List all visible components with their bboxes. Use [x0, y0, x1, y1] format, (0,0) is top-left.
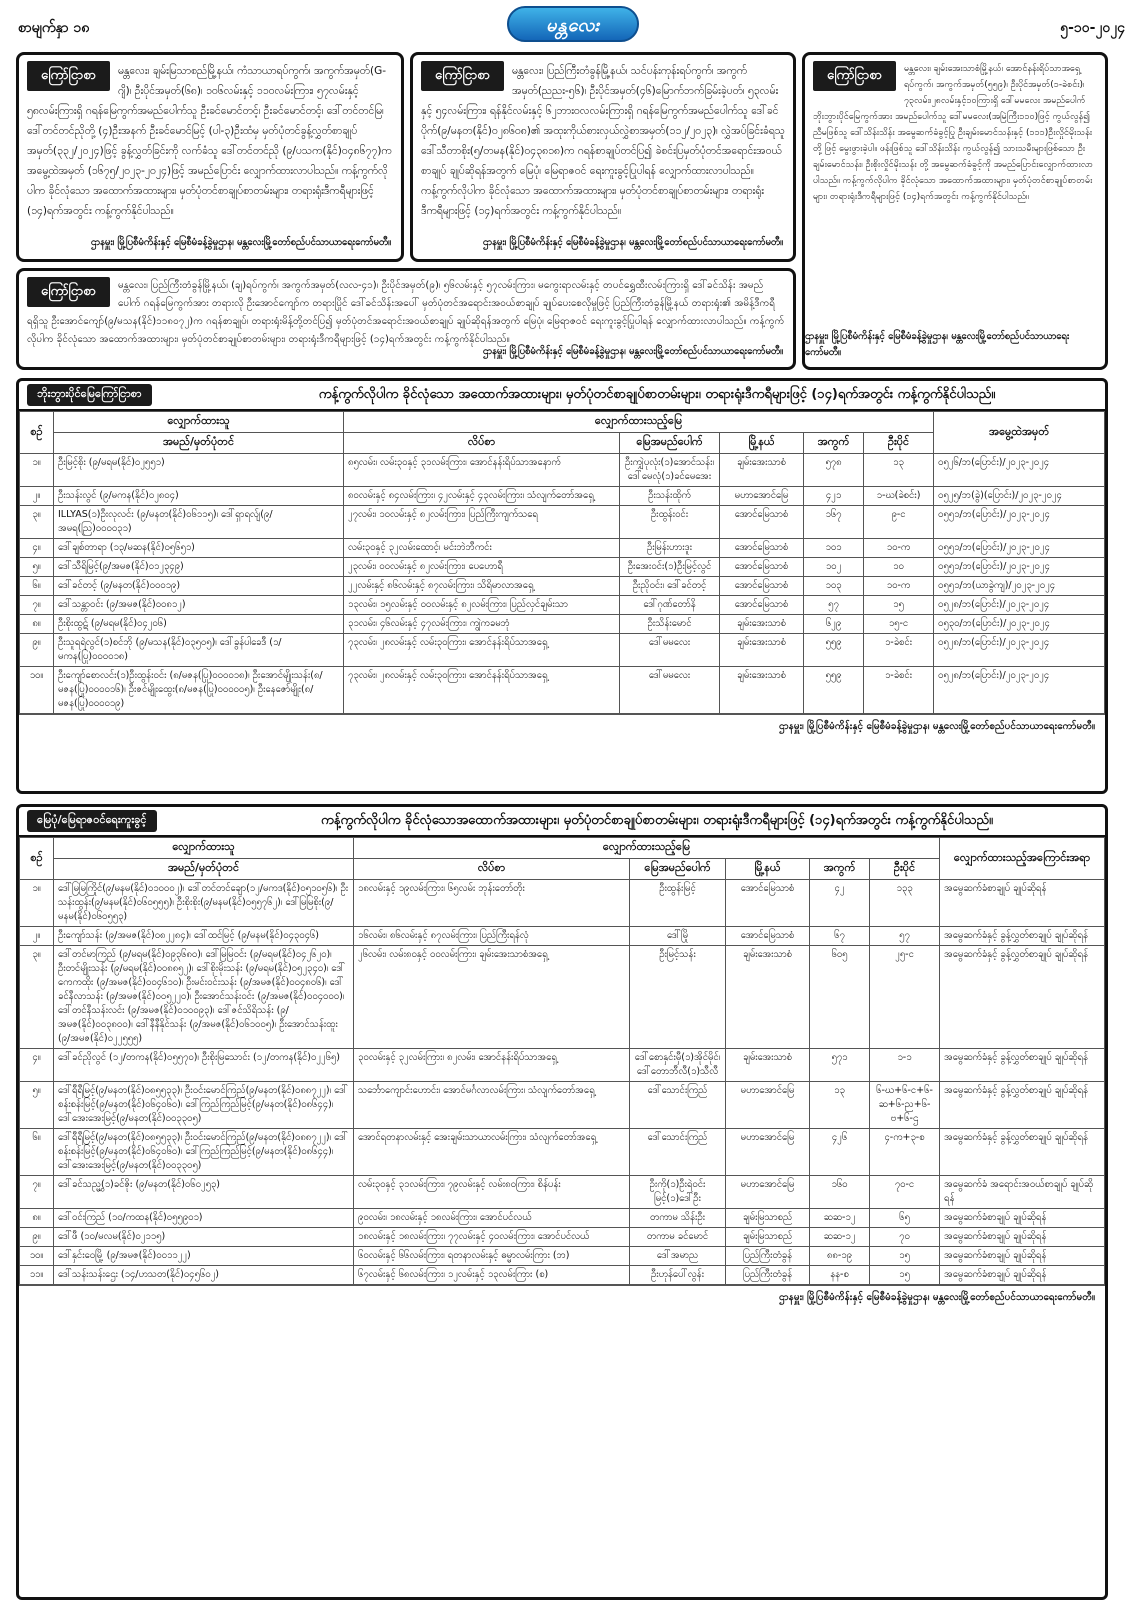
table-cell: ဒေါ်ရီရီမြင့်(၉/မနတ(နိုင်)၀၈၅၅၃၃)၊ ဦးဝင်းမောင်ကြည်(၉/မနတ(နိုင်)၀၈၈၇၂၂)၊ ဒေါ်စန်းစန်းမြင့်(၉/မနတ(နိုင်)၀၆၄၀၆၀)၊ ဒေါ်ကြည်ကြည်မြင့်(၉/မနတ(နိုင်)၀၈၆၄၄)၊ ဒေါ်အေးအေးမြင့်(၉/မနတ(နိုင်)၀၀၃၃၀၅): [54, 1082, 354, 1129]
table-cell: ဒေါ်မြို: [630, 927, 726, 946]
table-cell: ၈၅လမ်း၊ လမ်း၃၀နှင့် ၃၁လမ်းကြား၊ အောင်နန်းရိပ်သာအနောက်: [344, 454, 620, 487]
table-cell: ၁၀-က: [864, 577, 934, 596]
table-row: [20, 946, 1105, 1049]
notice-text: မန္တလေး၊ ချမ်းအေးသာစံမြို့နယ်၊ အောင်နန်းရိပ်သာအရှေ့ ရပ်ကွက်၊ အကွက်အမှတ်(၅၅၉)၊ ဦးပိုင်အမှတ်(၁-ခဲစင်း)၊ ၇၃လမ်း၊၂၈လမ်းနှင့်၁၀ကြားရှိ ဒေါ်မမလေး အမည်ပေါက် ဘိုးဘွားပိုင်မြေကွက်အား အမည်ပေါက်သူ ဒေါ်မမလေး(အမြဲကြီး၁၁၀)ဖြင့် ကွယ်လွန်၍ ညီမဖြစ်သူ ဒေါ်သိန်းသိန်း အမွေဆက်ခံခွင့်ပြု ဦးချမ်းမောင်သန်းနှင့် (၁၁၁)ဦးလှိုင်မိုးသန်းတို့ ဖြင့် မွေးဖွားခဲ့ပါ။ ဖန်းဖြစ်သူ ဒေါ်သိန်းသိန်း ကွယ်လွန်၍ သားသမီးများဖြစ်သော ဦးချမ်းမောင်သန်း၊ ဦးစိုးလှိုင်မိုးသန်း တို့ အမွေဆက်ခံခွင့်ကို အမည်ပြောင်းလျှောက်ထားလာပါသည်။ ကန့်ကွက်လိုပါက ခိုင်လုံသော အထောက်အထားများ၊ မှတ်ပုံတင်စာချုပ်စာတမ်းများ၊ တရားရုံးဒီကရီများဖြင့် (၁၄)ရက်အတွင်း ကန့်ကွက်နိုင်ပါသည်။: [813, 64, 1093, 202]
table-cell: ၁၃၃: [870, 880, 940, 927]
table-cell: ချမ်းမြသာစည်: [726, 1228, 810, 1247]
table-cell: အမွေဆက်ခံနှင့် ခွန့်လွှတ်စာချုပ် ချုပ်ဆိုရန်: [940, 927, 1105, 946]
section-tag: ဘိုးဘွားပိုင်မြေကြော်ငြာစာ: [27, 384, 152, 406]
table-cell: ၂၅-င: [870, 946, 940, 1049]
col-header: မြေအမည်ပေါက်: [620, 433, 720, 454]
table-cell: ၁၅: [870, 1266, 940, 1285]
table-row: [20, 1129, 1105, 1176]
land-record-table-section: [16, 804, 1108, 1600]
table-cell: အမွေဆက်ခံစာချုပ် ချုပ်ဆိုရန်: [940, 1266, 1105, 1285]
page-number: စာမျက်နှာ ၁၈: [18, 20, 90, 36]
table-cell: ၀၅၂၈/ဘ(ပြောင်း)/၂၀၂၃-၂၀၂၄: [934, 667, 1105, 714]
table-cell: ဒေါ်သန်းသန်းဌေး (၁၄/ဟသတ(နိုင်)၀၄၅၆၀၂): [54, 1266, 354, 1285]
table-cell: ၀၅၂၆/ဘ(ပြောင်း)/၂၀၂၃-၂၀၂၄: [934, 454, 1105, 487]
table-cell: ၄၂၁: [804, 487, 864, 506]
table-cell: လမ်း၃၀နှင့် ၃၂လမ်းထောင့်၊ မင်းဘဲဘီကင်း: [344, 539, 620, 558]
table-cell: ဦးသန်းလွင် (၉/မကန(နိုင်)၀၂၈၀၄): [54, 487, 344, 506]
table-cell: ၁၀၂: [804, 558, 864, 577]
table-cell: ၁။: [20, 880, 54, 927]
table-cell: ILLYAS(၁)ဦးလုလင်း (၉/မနတ(နိုင်)၀၆၁၁၅)၊ ဒေါ်ရှာရလ်ျ(၉/အမရ(ညြ)၀၀၀၀၃၁): [54, 506, 344, 539]
table-cell: လမ်း၃၀နှင့် ၃၁လမ်းကြား၊ ၇၉လမ်းနှင့် လမ်း၈၀ကြား၊ စိန်ပန်း: [354, 1176, 630, 1209]
table-cell: ၄။: [20, 1049, 54, 1082]
newspaper-logo: မန္တလေး: [507, 6, 639, 42]
table-row: [20, 487, 1105, 506]
table-cell: ဒေါ်သီရိမြင့်(၉/အမဇ(နိုင်)၀၁၂၃၄၉): [54, 558, 344, 577]
table-row: [20, 1247, 1105, 1266]
col-header: လိပ်စာ: [344, 433, 620, 454]
table-cell: ဒေါ်ချစ်တာရာ (၁၃/မဆန(နိုင်)၀၅၆၅၁): [54, 539, 344, 558]
table-row: [20, 1176, 1105, 1209]
table-row: [20, 1049, 1105, 1082]
table-cell: ၆၅: [870, 1209, 940, 1228]
table-cell: ၁၀၁: [804, 539, 864, 558]
table-cell: ၅။: [20, 1082, 54, 1129]
notice-tag: ကြော်ငြာစာ: [421, 61, 504, 91]
table-row: [20, 539, 1105, 558]
table-cell: နန-စ: [810, 1266, 870, 1285]
table-cell: ၁၃လမ်း၊ ၁၅လမ်းနှင့် ၀၀လမ်းနှင့် ၈၂လမ်းကြား၊ ပြည်လှင်ချမ်းသာ: [344, 596, 620, 615]
table-cell: ဦးသန်းထိုက်: [620, 487, 720, 506]
table-cell: အောင်မြေသာစံ: [720, 539, 804, 558]
table-cell: ၀၅၂၈/ဘ(ပြောင်း)/၂၀၂၃-၂၀၂၄: [934, 596, 1105, 615]
table-row: [20, 506, 1105, 539]
table-cell: ဒေါ်ရီရီမြင့်(၉/မနတ(နိုင်)၀၈၅၅၃၃)၊ ဦးဝင်းမောင်ကြည်(၉/မနတ(နိုင်)၀၈၈၇၂၂)၊ ဒေါ်စန်းစန်းမြင့်(၉/မနတ(နိုင်)၀၆၄၀၆၀)၊ ဒေါ်ကြည်ကြည်မြင့်(၉/မနတ(နိုင်)၀၈၆၄၄)၊ ဒေါ်အေးအေးမြင့်(၉/မနတ(နိုင်)၀၀၃၃၀၅): [54, 1129, 354, 1176]
table-cell: ၉။: [20, 634, 54, 667]
table-cell: ၄-က+၃-စ: [870, 1129, 940, 1176]
table-cell: အောင်မြေသာစံ: [726, 880, 810, 927]
table-cell: မဟာအောင်မြေ: [720, 487, 804, 506]
table-cell: ၂၃လမ်း၊ ၀၀လမ်းနှင့် ၈၂လမ်းကြား၊ ပေဟောရီ: [344, 558, 620, 577]
col-header: ဦးပိုင်: [870, 859, 940, 880]
notice-tag: ကြော်ငြာစာ: [813, 61, 896, 91]
table-cell: ၁၁။: [20, 1266, 54, 1285]
notice-text: မန္တလေး၊ ပြည်ကြီးတံခွန်မြို့နယ်၊ (ချ)ရပ်ကွက်၊ အကွက်အမှတ်(လလ-၄၁)၊ ဦးပိုင်အမှတ်(၉)၊ ၅၆လမ်းနှင့် ၅၇လမ်းကြား၊ မကွေးရာလမ်းနှင့် တပင်ရွှေထီးလမ်းကြားရှိ ဒေါ်ခင်သိန်း အမည်ပေါက် ဂရန်မြေကွက်အား တရားလို ဦးအောင်ကျော်က တရားပြိုင် ဒေါ်ခင်သိန်းအပေါ် မှတ်ပုံတင်အရောင်းအဝယ်စာချုပ် ချုပ်ပေးစေလိုမှုဖြင့် ပြည်ကြီးတံခွန်မြို့နယ် တရားရုံး၏ အမိန့်ဒီကရီရရှိသူ ဦးအောင်ကျော်(၉/မသန(နိုင်)၁၁၈၀၇၂)က ဂရန်စာချုပ်၊ တရားရုံးမိန့်တို့တင်ပြ၍ မှတ်ပုံတင်အရောင်းအဝယ်စာချုပ် ချုပ်ဆိုရန်အတွက် မြေပုံ၊ မြေရာဇဝင် ရေးကူးခွင့်ပြုပါရန် လျှောက်ထားလာပါသည်။ ကန့်ကွက်လိုပါက ခိုင်လုံသော အထောက်အထားများ၊ မှတ်ပုံတင်စာချုပ်စာတမ်းများ၊ တရားရုံးဒီကရီများဖြင့် (၁၄)ရက်အတွင်း ကန့်ကွက်နိုင်ပါသည်။: [27, 280, 785, 345]
table-cell: ၁-ခဲစင်း: [864, 634, 934, 667]
table-cell: ၆၀၅: [810, 946, 870, 1049]
table-cell: အမွေဆက်ခံစာချုပ် ချုပ်ဆိုရန်: [940, 1228, 1105, 1247]
table-cell: အမွေဆက်ခံနှင့် ခွန့်လွှတ်စာချုပ် ချုပ်ဆိုရန်: [940, 946, 1105, 1049]
table-cell: ၅၇၈: [804, 454, 864, 487]
table-cell: ချမ်းမြသာစည်: [726, 1209, 810, 1228]
col-header: လိပ်စာ: [354, 859, 630, 880]
notice-box: [410, 52, 796, 262]
section-title: ကန့်ကွက်လိုပါက ခိုင်လုံသော အထောက်အထားများ၊ မှတ်ပုံတင်စာချုပ်စာတမ်းများ၊ တရားရုံးဒီကရီများဖြင့် (၁၄)ရက်အတွင်း ကန့်ကွက်နိုင်ပါသည်။: [318, 387, 996, 402]
table-cell: အောင်ရတနာလမ်းနှင့် အေးချမ်းသာယာလမ်းကြား၊ သံလျက်တော်အရှေ့: [354, 1129, 630, 1176]
table-row: [20, 615, 1105, 634]
table-cell: ဒေါ်ခင်ညိုလွင် (၁၂/တကန(နိုင်)၀၅၅၇၀)၊ ဦးစိုးမြသောင်း (၁၂/တကန(နိုင်)၀၂၂၆၅): [54, 1049, 354, 1082]
table-cell: ၁၀။: [20, 667, 54, 714]
col-header: လျှောက်ထားသည့်အကြောင်းအရာ: [940, 838, 1105, 880]
table-cell: ဒေါ်သောင်းကြည်: [630, 1129, 726, 1176]
table-cell: ဒေါ်ဂုဏ်တော်နိ: [620, 596, 720, 615]
table-row: [20, 880, 1105, 927]
table-cell: ချမ်းအေးသာစံ: [720, 634, 804, 667]
table-cell: အောင်မြေသာစံ: [720, 558, 804, 577]
table-cell: ချမ်းအေးသာစံ: [726, 946, 810, 1049]
table-cell: ၂၆လမ်း၊ လမ်း၈၀နှင့် ၀၀လမ်းကြား၊ ချမ်းအေးသာစံအရှေ့: [354, 946, 630, 1049]
table-cell: ၀၅၅၁/ဘ(ပြောင်း)/၂၀၂၃-၂၀၂၄: [934, 558, 1105, 577]
table-cell: ၇၀: [870, 1228, 940, 1247]
table-cell: ဦးကျော်စောလင်း(၁)ဦးထွန်းဝင်း (၈/မဇန(ပြု)၀၀၀၀၁၈)၊ ဦးအောင်မျိုးသန်း(၈/မဇန(ပြု)၀၀၀၀၁၆)၊ ဦးဇင်မျိုးထွေး(၈/မဇန(ပြု)၀၀၀၀၀၅)၊ ဦးနေဇော်မျိုး(၈/မဇန(ပြု)၀၀၀၀၁၉): [54, 667, 344, 714]
table-row: [20, 1228, 1105, 1247]
table-cell: ၆၇: [810, 927, 870, 946]
table-cell: ၁၈လမ်းနှင့် ၁၈လမ်းကြား၊ ၇၇လမ်းနှင့် ၄၀လမ်းကြား၊ အောင်ပင်လယ်: [354, 1228, 630, 1247]
col-header: ဦးပိုင်: [864, 433, 934, 454]
table-cell: အမွေဆက်ခံနှင့် ခွန့်လွှတ်စာချုပ် ချုပ်ဆိုရန်: [940, 1129, 1105, 1176]
group-header: လျှောက်ထားသည့်မြေ: [354, 838, 940, 859]
land-record-table: [19, 837, 1105, 1285]
notice-signature: ဌာနမှူး၊ မြို့ပြစီမံကိန်းနှင့် မြေစီမံခန့်ခွဲမှုဌာန၊ မန္တလေးမြို့တော်စည်ပင်သာယာရေးကော်မတီ။: [805, 331, 1070, 358]
table-cell: ဒေါ်ခင်သည္မွှ(၁)ခင်ဇိုး (၉/မနတ(နိုင်)၀၆၀၂၅၃): [54, 1176, 354, 1209]
table-cell: အောင်မြေသာစံ: [726, 927, 810, 946]
table-cell: ၁၈လမ်းနှင့် ၁၉လမ်းကြား၊ ၆၅လမ်း ဘုန်းတော်တိုး: [354, 880, 630, 927]
table-cell: ၃။: [20, 506, 54, 539]
table-cell: ၁၅: [870, 1247, 940, 1266]
table-cell: ဒေါ်ခင်တင့် (၉/မနတ(နိုင်)၀၀၀၁၉): [54, 577, 344, 596]
table-cell: ဦးထွန်းမြင့်: [630, 880, 726, 927]
table-cell: ၈၈-၁၉: [810, 1247, 870, 1266]
table-cell: ၁၃: [864, 454, 934, 487]
table-cell: ၀၅၅၁/ဘ(ယာခွဲကျ)/၂၀၂၃-၂၀၂၄: [934, 577, 1105, 596]
table-cell: မဟာအောင်မြေ: [726, 1176, 810, 1209]
table-cell: အောင်မြေသာစံ: [720, 506, 804, 539]
table-row: [20, 558, 1105, 577]
table-cell: ဆဆ-၁၂: [810, 1228, 870, 1247]
table-cell: မဟာအောင်မြေ: [726, 1082, 810, 1129]
table-cell: ၁၃: [810, 1082, 870, 1129]
table-cell: ချမ်းအေးသာစံ: [720, 615, 804, 634]
table-cell: ဦးမြန်းဟားဒူး: [620, 539, 720, 558]
table-cell: ၅၅၉: [804, 667, 864, 714]
notice-box: [16, 52, 404, 262]
notice-signature: ဌာနမှူး၊ မြို့ပြစီမံကိန်းနှင့် မြေစီမံခန့်ခွဲမှုဌာန၊ မန္တလေးမြို့တော်စည်ပင်သာယာရေးကော်မတီ။: [90, 237, 391, 248]
table-cell: ၁၅-င: [864, 615, 934, 634]
table-cell: ဦးကျော်သန်း (၉/အမဇ(နိုင်)၀၈၂၂၈၄)၊ ဒေါ်ထင်မြင့် (၉/မနမ(နိုင်)၀၄၃၀၄၆): [54, 927, 354, 946]
group-header: လျှောက်ထားသူ: [54, 838, 354, 859]
table-cell: ၁-၁: [870, 1049, 940, 1082]
table-cell: ၈။: [20, 1209, 54, 1228]
table-cell: ၁-ခဲစင်း: [864, 667, 934, 714]
notice-text: မန္တလေး၊ ချမ်းမြသာစည်မြို့နယ်၊ ကံသာယာရပ်ကွက်၊ အကွက်အမှတ်(G-ဂျိ)၊ ဦးပိုင်အမှတ်(၆၈)၊ ၁၀၆လမ်းနှင့် ၁၁၀လမ်းကြား၊ ၅၇လမ်းနှင့် ၅၈လမ်းကြားရှိ ဂရန်မြေကွက်အမည်ပေါက်သူ ဦးခင်မောင်တင့်၊ ဦးခင်မောင်တင့်၊ ဒေါ်တင်တင်မြ၊ ဒေါ်တင်တင်ညိုတို့ (၄)ဦးအနက် ဦးခင်မောင်မြင့် (ပါ-၃)ဦးထံမှ မှတ်ပုံတင်ခွန့်လွှတ်စာချုပ်အမှတ်(၃၃၂/၂၀၂၄)ဖြင့် ခွန့်လွှတ်ခြင်းကို လက်ခံသူ ဒေါ်တင်တင်ညို (၉/ပသက(နိုင်)၀၄၈၆၇၇)က အမွေ့ထဲအမှတ် (၁၆၇၅/၂၀၂၃-၂၀၂၄)ဖြင့် အမည်ပြောင်း လျှောက်ထားလာပါသည်။ ကန့်ကွက်လိုပါက ခိုင်လုံသော အထောက်အထားများ၊ မှတ်ပုံတင်စာချုပ်စာတမ်းများ၊ တရားရုံးဒီကရီများဖြင့် (၁၄)ရက်အတွင်း ကန့်ကွက်နိုင်ပါသည်။: [27, 65, 392, 217]
table-cell: ၉၀လမ်း၊ ၁၈လမ်းနှင့် ၁၈လမ်းကြား၊ အောင်ပင်လယ်: [354, 1209, 630, 1228]
table-cell: ဒေါ်မမလေး: [620, 667, 720, 714]
table-row: [20, 667, 1105, 714]
table-cell: ၁၆၀: [810, 1176, 870, 1209]
table-cell: ဦးကို(၁)ဦးရဲဝင်းမြင့်(၁)ဒေါ်ဦး: [630, 1176, 726, 1209]
issue-date: ၅-၁၀-၂၀၂၄: [1060, 20, 1125, 36]
table-cell: အောင်မြေသာစံ: [720, 577, 804, 596]
table-cell: ပြည်ကြီးတံခွန်: [726, 1247, 810, 1266]
table-cell: အမွေဆက်ခံစာချုပ် ချုပ်ဆိုရန်: [940, 880, 1105, 927]
table-cell: ၁၅: [864, 596, 934, 615]
table-cell: ဒေါ်ဝင်းကြည် (၁၀/ကထန(နိုင်)၀၅၅၉၀၁): [54, 1209, 354, 1228]
table-cell: ဒေါ်အမာည: [630, 1247, 726, 1266]
table-cell: ၇၃လမ်း၊ ၂၈လမ်းနှင့် လမ်း၃၀ကြား၊ အောင်နန်းရိပ်သာအရှေ့: [344, 667, 620, 714]
table-cell: ဦးသူရရဲလွင်(၁)စင်ဘို (၉/မသန(နိုင်)၀၃၅၀၅)၊ ဒေါ်ခွန်ပါခေဒီ (၁/မကန(ပြု)၀၀၀၀၁၈): [54, 634, 344, 667]
table-cell: တကာမ သိန်းဦး: [630, 1209, 726, 1228]
group-header: လျှောက်ထားသည့်မြေ: [344, 412, 934, 433]
table-cell: ၆-ဃ+၆-င+၆-ဆ+၆-ည+၆-ဗ+၆-ဌ: [870, 1082, 940, 1129]
col-header: အမွေ့ထဲအမှတ်: [934, 412, 1105, 454]
table-cell: ၁၆၇: [804, 506, 864, 539]
group-header: လျှောက်ထားသူ: [54, 412, 344, 433]
table-cell: ၇၃လမ်း၊ ၂၈လမ်းနှင့် လမ်း၃၀ကြား၊ အောင်နန်းရိပ်သာအရှေ့: [344, 634, 620, 667]
col-header: မြို့နယ်: [726, 859, 810, 880]
ancestral-land-table: [19, 411, 1105, 714]
table-cell: ၀၅၂၅/ဘ(ခွဲ)(ပြောင်း)/၂၀၂၃-၂၀၂၄: [934, 487, 1105, 506]
table-cell: ၅၇: [804, 596, 864, 615]
table-cell: ချမ်းအေးသာစံ: [720, 667, 804, 714]
table-cell: ဒေါ်ဖီ (၁၀/မလမ(နိုင်)၀၂၁၁၅): [54, 1228, 354, 1247]
table-cell: ၅၇၁: [810, 1049, 870, 1082]
table-cell: ၁၀-က: [864, 539, 934, 558]
table-cell: ၃၁လမ်း၊ ၄၆လမ်းနှင့် ၄၇လမ်းကြား၊ ကျွဲကခမဘုံ: [344, 615, 620, 634]
table-cell: ဆဆ-၁၂: [810, 1209, 870, 1228]
table-cell: ၉။: [20, 1228, 54, 1247]
table-cell: ၆၂၉: [804, 615, 864, 634]
table-cell: ချမ်းအေးသာစံ: [726, 1049, 810, 1082]
table-cell: ဦးအေးဝင်း(၁)ဦးမြင့်လွင်: [620, 558, 720, 577]
table-row: [20, 634, 1105, 667]
table-cell: တကာမ ခင်မောင်: [630, 1228, 726, 1247]
notice-tag: ကြော်ငြာစာ: [27, 61, 110, 91]
notice-text: မန္တလေး၊ ပြည်ကြီးတံခွန်မြို့နယ်၊ သင်ပန်းကုန်းရပ်ကွက်၊ အကွက်အမှတ်(ညညး-၅၆)၊ ဦးပိုင်အမှတ်(၄၆)မြောက်ဘက်ခြမ်းခဲ့ပတ်၊ ၅၃လမ်းနှင့် ၅၄လမ်းကြား၊ ရန်နိုင်လမ်းနှင့် ၆၂ဘားဝလလမ်းကြားရှိ ဂရန်မြေကွက်အမည်ပေါက်သူ ဒေါ်ခင်ပိုက်(၉/မနတ(နိုင်)၀၂၈၆၀၈)၏ အထုးကိုယ်စားလှယ်လွှဲစာအမှတ်(၁၁၂/၂၀၂၃)၊ လွှဲအပ်ခြင်းခံရသူ ဒေါ်သီတာစိုး(၅/တမန(နိုင်)၀၄၃၈၁၈)က ဂရန်စာချုပ်တင်ပြ၍ ခဲစင်းပြမှတ်ပုံတင်အရောင်းအဝယ်စာချုပ် ချုပ်ဆိုရန်အတွက် မြေပုံ၊ မြေရာဇဝင် ရေးကူးခွင့်ပြုပါရန် လျှောက်ထားလာပါသည်။ ကန့်ကွက်လိုပါက ခိုင်လုံသော အထောက်အထားများ၊ မှတ်ပုံတင်စာချုပ်စာတမ်းများ၊ တရားရုံးဒီကရီများဖြင့် (၁၄)ရက်အတွင်း ကန့်ကွက်နိုင်ပါသည်။: [421, 65, 785, 217]
ancestral-land-table-section: [16, 378, 1108, 794]
table-cell: ၀၅၅၁/ဘ(ပြောင်း)/၂၀၂၃-၂၀၂၄: [934, 506, 1105, 539]
table-cell: ၀၅၂၈/ဘ(ပြောင်း)/၂၀၂၃-၂၀၂၄: [934, 634, 1105, 667]
col-header: စဉ်: [20, 412, 54, 454]
table-cell: ဒေါ်တင်မာကြည် (၉/မရမ(နိုင်)၀၉၃၆၈၀)၊ ဒေါ်မြမြဝင်း (၉/မရမ(နိုင်)၀၄၂၆၂၀)၊ ဦးတင်မျိုးသန်း (၉/မရမ(နိုင်)၀၀၈၈၅၂)၊ ဒေါ်စိုးမိုးသန်း (၉/မရမ(နိုင်)၀၅၂၃၄၀)၊ ဒေါ်ကေကထိုး (၉/အမဇ(နိုင်)၀၀၄၆၁၀)၊ ဦးမင်းဝင်းသန်း (၉/အမဇ(နိုင်)၀၀၄၈၀၆)၊ ဒေါ်ခင်နီလာသန်း (၉/အမဇ(နိုင်)၀၀၅၂၂၀)၊ ဦးအောင်သန်းဝင်း (၉/အမဇ(နိုင်)၀၀၄၀၀၀)၊ ဒေါ်တင်နီသန်းလင်း (၉/အမဇ(နိုင်)၀၁၀၀၉၃)၊ ဒေါ်ဇင်သိရိသန်း (၉/အမဇ(နိုင်)၀၀၃၈၀၀)၊ ဒေါ်နီနီနိုင်သန်း (၉/အမဇ(နိုင်)၀၆၁၀၀၅)၊ ဦးအောင်သန်းထူး (၉/အမဇ(နိုင်)၀၂၂၅၅၅): [54, 946, 354, 1049]
table-cell: ၄၂: [810, 880, 870, 927]
table-cell: ၈၀လမ်းနှင့် ၈၄လမ်းကြား၊ ၄၂လမ်းနှင့် ၄၃လမ်းကြား၊ သံလျက်တော်အရှေ့: [344, 487, 620, 506]
table-cell: ၀၅၃၀/ဘ(ပြောင်း)/၂၀၂၃-၂၀၂၄: [934, 615, 1105, 634]
table-cell: ၄။: [20, 539, 54, 558]
table-cell: ၂၇လမ်း၊ ၁၀လမ်းနှင့် ၈၂လမ်းကြား၊ ပြည်ကြီးကျက်သရေ: [344, 506, 620, 539]
section-header: [19, 807, 1105, 837]
col-header: စဉ်: [20, 838, 54, 880]
table-cell: ဦးညိုဝင်း၊ ဒေါ်ခင်တင့်: [620, 577, 720, 596]
table-cell: ၆၀လမ်းနှင့် ၆၆လမ်းကြား၊ ရတနာလမ်းနှင့် ဓမ္မာလမ်းကြား (ဘ): [354, 1247, 630, 1266]
col-header: အကွက်: [810, 859, 870, 880]
table-cell: ၂၂လမ်းနှင့် ၈၆လမ်းနှင့် ၈၇လမ်းကြား၊ သိရိမာလာအရှေ့: [344, 577, 620, 596]
table-cell: ဦးကျှဲပုလုံး(၁)အောင်သန်း၊ ဒေါ်မေလုံ(၁)ခင်မေအေး: [620, 454, 720, 487]
table-cell: ၆။: [20, 577, 54, 596]
notice-tag: ကြော်ငြာစာ: [27, 277, 110, 307]
table-cell: အောင်မြေသာစံ: [720, 596, 804, 615]
section-footer: ဌာနမှူး၊ မြို့ပြစီမံကိန်းနှင့် မြေစီမံခန့်ခွဲမှုဌာန၊ မန္တလေးမြို့တော်စည်ပင်သာယာရေးကော်မတီ။: [19, 714, 1105, 738]
table-row: [20, 577, 1105, 596]
table-cell: ၅။: [20, 558, 54, 577]
table-row: [20, 1209, 1105, 1228]
table-row: [20, 1082, 1105, 1129]
col-header: မြေအမည်ပေါက်: [630, 859, 726, 880]
table-cell: ဒေါ်မြမြကြိုင်(၉/မနမ(နိုင်)၀၁၀၀၀၂)၊ ဒေါ်တင်တင်ချော(၁၂/မကဒ(နိုင်)၀၅၁၀၅၆)၊ ဦးသန်းထွန်း(၉/မနမ(နိုင်)၀၆၀၅၅၅)၊ ဦးစိုးစိုး(၉/မနမ(နိုင်)၀၅၅၇၆၂)၊ ဒေါ်မြမြစိုး(၉/မနမ(နိုင်)၀၆၀၅၅၃): [54, 880, 354, 927]
table-cell: ၉-င: [864, 506, 934, 539]
page-header: [0, 0, 1147, 48]
table-cell: ၇။: [20, 596, 54, 615]
table-cell: ၆။: [20, 1129, 54, 1176]
table-cell: ချမ်းအေးသာစံ: [720, 454, 804, 487]
table-cell: ဒေါ်သောင်းကြည်: [630, 1082, 726, 1129]
section-title: ကန့်ကွက်လိုပါက ခိုင်လုံသောအထောက်အထားများ၊ မှတ်ပုံတင်စာချုပ်စာတမ်းများ၊ တရားရုံးဒီကရီများဖြင့် (၁၄)ရက်အတွင်း ကန့်ကွက်နိုင်ပါသည်။: [321, 813, 993, 828]
table-cell: ဒေါ်သန္တာဝင်း (၉/အမဇ(နိုင်)၀၀၈၁၂): [54, 596, 344, 615]
notice-box: [802, 52, 1108, 370]
table-cell: သင်္ဘောကျောင်းဟောင်း၊ အောင်မင်္ဂလာလမ်းကြား၊ သံလျက်တော်အရှေ့: [354, 1082, 630, 1129]
table-cell: ၃၀လမ်းနှင့် ၃၂လမ်းကြား၊ ၈၂လမ်း၊ အောင်နန်းရိပ်သာအရှေ့: [354, 1049, 630, 1082]
col-header: အကွက်: [804, 433, 864, 454]
table-cell: အမွေဆက်ခံ အရောင်းအဝယ်စာချုပ် ချုပ်ဆိုရန်: [940, 1176, 1105, 1209]
table-cell: ၁။: [20, 454, 54, 487]
col-header: အမည်/မှတ်ပုံတင်: [54, 859, 354, 880]
table-cell: မဟာအောင်မြေ: [726, 1129, 810, 1176]
table-cell: အမွေဆက်ခံနှင့် ခွန့်လွှတ်စာချုပ် ချုပ်ဆိုရန်: [940, 1049, 1105, 1082]
table-cell: ၀၅၅၁/ဘ(ပြောင်း)/၂၀၂၃-၂၀၂၄: [934, 539, 1105, 558]
table-row: [20, 596, 1105, 615]
col-header: အမည်/မှတ်ပုံတင်: [54, 433, 344, 454]
table-cell: အမွေဆက်ခံနှင့် ခွန့်လွှတ်စာချုပ် ချုပ်ဆိုရန်: [940, 1082, 1105, 1129]
table-cell: ဒေါ်မမလေး: [620, 634, 720, 667]
table-row: [20, 1266, 1105, 1285]
table-cell: အမွေဆက်ခံစာချုပ် ချုပ်ဆိုရန်: [940, 1247, 1105, 1266]
table-cell: ၅၇: [870, 927, 940, 946]
table-cell: ၃။: [20, 946, 54, 1049]
table-cell: ၁၀၃: [804, 577, 864, 596]
table-cell: ဦးစိုးထွဋ် (၉/မရမ(နိုင်)၀၄၂၀၆): [54, 615, 344, 634]
table-cell: ၄၂၆: [810, 1129, 870, 1176]
section-header: [19, 381, 1105, 411]
col-header: မြို့နယ်: [720, 433, 804, 454]
table-cell: ပြည်ကြီးတံခွန်: [726, 1266, 810, 1285]
table-cell: ဦးသိန်းမောင်: [620, 615, 720, 634]
table-cell: အမွေဆက်ခံစာချုပ် ချုပ်ဆိုရန်: [940, 1209, 1105, 1228]
table-cell: ၇။: [20, 1176, 54, 1209]
table-cell: ၈။: [20, 615, 54, 634]
table-cell: ဦးထွန်းဝင်း: [620, 506, 720, 539]
table-cell: ဦးဟုန်ပေါ်လွန်း: [630, 1266, 726, 1285]
table-cell: ဒေါ်နှင်းဝေမြို့ (၉/အမဇ(နိုင်)၀၀၁၁၂၂): [54, 1247, 354, 1266]
table-cell: ဦးမြင့်စိုး (၉/မရမ(နိုင်)၀၂၅၅၁): [54, 454, 344, 487]
notice-box: [16, 268, 796, 370]
table-cell: ဦးမြင့်သန်း: [630, 946, 726, 1049]
table-cell: ၂။: [20, 487, 54, 506]
table-cell: ၁-ဃ(ခဲစင်း): [864, 487, 934, 506]
table-cell: ဒေါ်စောနှင်းမှီ(၁)အိုင်မိုင်၊ ဒေါ်တောဘီလီ(၁)သီလီ: [630, 1049, 726, 1082]
table-cell: ၂။: [20, 927, 54, 946]
table-cell: ၁၆လမ်း၊ ၈၆လမ်းနှင့် ၈၇လမ်းကြား၊ ပြည်ကြီးရန်လုံ: [354, 927, 630, 946]
section-tag: မြေပုံ/မြေရာဇဝင်ရေးကူးခွင့်: [27, 810, 157, 832]
notice-signature: ဌာနမှူး၊ မြို့ပြစီမံကိန်းနှင့် မြေစီမံခန့်ခွဲမှုဌာန၊ မန္တလေးမြို့တော်စည်ပင်သာယာရေးကော်မတီ။: [482, 346, 783, 357]
table-row: [20, 454, 1105, 487]
notice-signature: ဌာနမှူး၊ မြို့ပြစီမံကိန်းနှင့် မြေစီမံခန့်ခွဲမှုဌာန၊ မန္တလေးမြို့တော်စည်ပင်သာယာရေးကော်မတီ။: [482, 237, 783, 248]
table-cell: ၁၀။: [20, 1247, 54, 1266]
section-footer: ဌာနမှူး၊ မြို့ပြစီမံကိန်းနှင့် မြေစီမံခန့်ခွဲမှုဌာန၊ မန္တလေးမြို့တော်စည်ပင်သာယာရေးကော်မတီ။: [19, 1285, 1105, 1309]
table-cell: ၁၀: [864, 558, 934, 577]
table-cell: ၇၀-င: [870, 1176, 940, 1209]
table-cell: ၆၇လမ်းနှင့် ၆၈လမ်းကြား၊ ၁၂လမ်းနှင့် ၁၃လမ်းကြား (စ): [354, 1266, 630, 1285]
table-cell: ၅၅၉: [804, 634, 864, 667]
table-row: [20, 927, 1105, 946]
